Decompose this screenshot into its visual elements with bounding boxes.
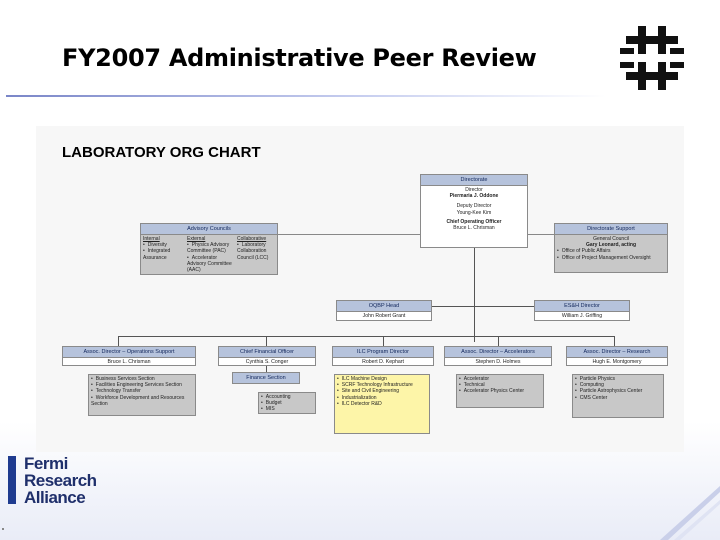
connector-res [614,336,615,346]
ops-header: Assoc. Director – Operations Support [63,347,195,358]
finance-item: • Accounting [261,394,313,400]
ilc-unit-item: • SCRF Technology Infrastructure [337,382,427,388]
connector-directs [118,336,614,337]
advisory-collab-item: • Laboratory Collaboration Council (LCC) [237,242,277,261]
fra-logo-text [24,455,97,506]
support-item: • Office of Public Affairs [557,248,665,254]
acc-unit-item: • Accelerator [459,376,541,382]
oqbp-head-box [336,300,432,321]
advisory-collab-label: Collaborative [237,236,267,242]
connector-ilc [383,336,384,346]
finance-section-box [232,372,300,384]
advisory-councils-box [140,223,278,275]
ops-name: Bruce L. Chrisman [107,359,151,365]
cfo-header: Chief Financial Officer [219,347,315,358]
cfo-box [218,346,316,366]
connector-acc [498,336,499,346]
finance-item: • Budget [261,400,313,406]
title-underline [6,95,606,97]
slide-title: FY2007 Administrative Peer Review [62,44,537,72]
research-unit-item: • Computing [575,382,661,388]
advisory-internal-item: • Integrated Assurance [143,248,185,260]
coo-name: Bruce L. Chrisman [453,225,495,232]
advisory-external-item: • Accelerator Advisory Committee (AAC) [187,255,235,274]
acc-units-box [456,374,544,408]
ops-unit-item: • Business Services Section [91,376,193,382]
ilc-unit-item: • ILC Detector R&D [337,401,427,407]
directorate-box [420,174,528,248]
advisory-external-label: External [187,236,206,242]
cfo-name: Cynthia S. Conger [245,359,289,365]
fra-logo-line: Alliance [24,488,86,507]
ops-unit-item: • Facilities Engineering Services Section [91,382,193,388]
research-unit-item: • CMS Center [575,395,661,401]
coo-title: Chief Operating Officer [446,218,502,225]
acc-unit-item: • Accelerator Physics Center [459,388,541,394]
finance-header: Finance Section [233,373,299,383]
ops-support-box [62,346,196,366]
connector-support [528,234,554,235]
advisory-external-item: • Physics Advisory Committee (PAC) [187,242,235,254]
chart-subtitle: LABORATORY ORG CHART [62,144,261,161]
ilc-unit-item: • ILC Machine Design [337,376,427,382]
esh-director-box [534,300,630,321]
advisory-header: Advisory Councils [141,224,277,235]
finance-units-box [258,392,316,414]
fermilab-logo-icon [616,22,688,94]
advisory-internal-label: Internal [143,236,160,242]
research-name: Hugh E. Montgomery [592,359,642,365]
corner-swoosh-icon [660,480,720,540]
oqbp-header: OQBP Head [337,301,431,312]
fra-logo-bar-icon [8,456,16,504]
connector-ops [118,336,119,346]
connector-cfo [266,336,267,346]
ilc-unit-item: • Industrialization [337,395,427,401]
acc-header: Assoc. Director – Accelerators [445,347,551,358]
esh-header: ES&H Director [535,301,629,312]
fra-logo-line: Fermi [24,454,68,473]
research-unit-item: • Particle Astrophysics Center [575,388,661,394]
ilc-name: Robert D. Kephart [362,359,404,365]
directorate-support-box [554,223,668,273]
director-title: Director [465,187,483,193]
connector-advisory [278,234,420,235]
deputy-name: Young-Kee Kim [456,209,492,216]
acc-name: Stephen D. Holmes [475,359,521,365]
ops-units-box [88,374,196,416]
connector-vertical-main [474,248,475,342]
general-counsel-name: Gary Leonard, acting [585,242,636,249]
slide-marker [2,528,4,530]
ilc-unit-item: • Site and Civil Engineering [337,388,427,394]
ilc-director-box [332,346,434,366]
general-counsel-title: General Council [593,236,629,242]
acc-unit-item: • Technical [459,382,541,388]
ops-unit-item: • Workforce Development and Resources Section [91,395,193,407]
support-item: • Office of Project Management Oversight [557,255,665,261]
ilc-units-box [334,374,430,434]
research-unit-item: • Particle Physics [575,376,661,382]
acc-director-box [444,346,552,366]
ops-unit-item: • Technology Transfer [91,388,193,394]
advisory-internal-item: • Diversity [143,242,185,248]
directorate-support-header: Directorate Support [555,224,667,235]
research-director-box [566,346,668,366]
directorate-header: Directorate [421,175,527,186]
oqbp-name: John Robert Grant [362,313,406,319]
ilc-header: ILC Program Director [333,347,433,358]
esh-name: William J. Griffing [561,313,603,319]
director-name: Piermaria J. Oddone [449,193,499,200]
fra-logo-line: Research [24,471,97,490]
finance-item: • MIS [261,406,313,412]
deputy-title: Deputy Director [456,203,492,210]
research-header: Assoc. Director – Research [567,347,667,358]
research-units-box [572,374,664,418]
